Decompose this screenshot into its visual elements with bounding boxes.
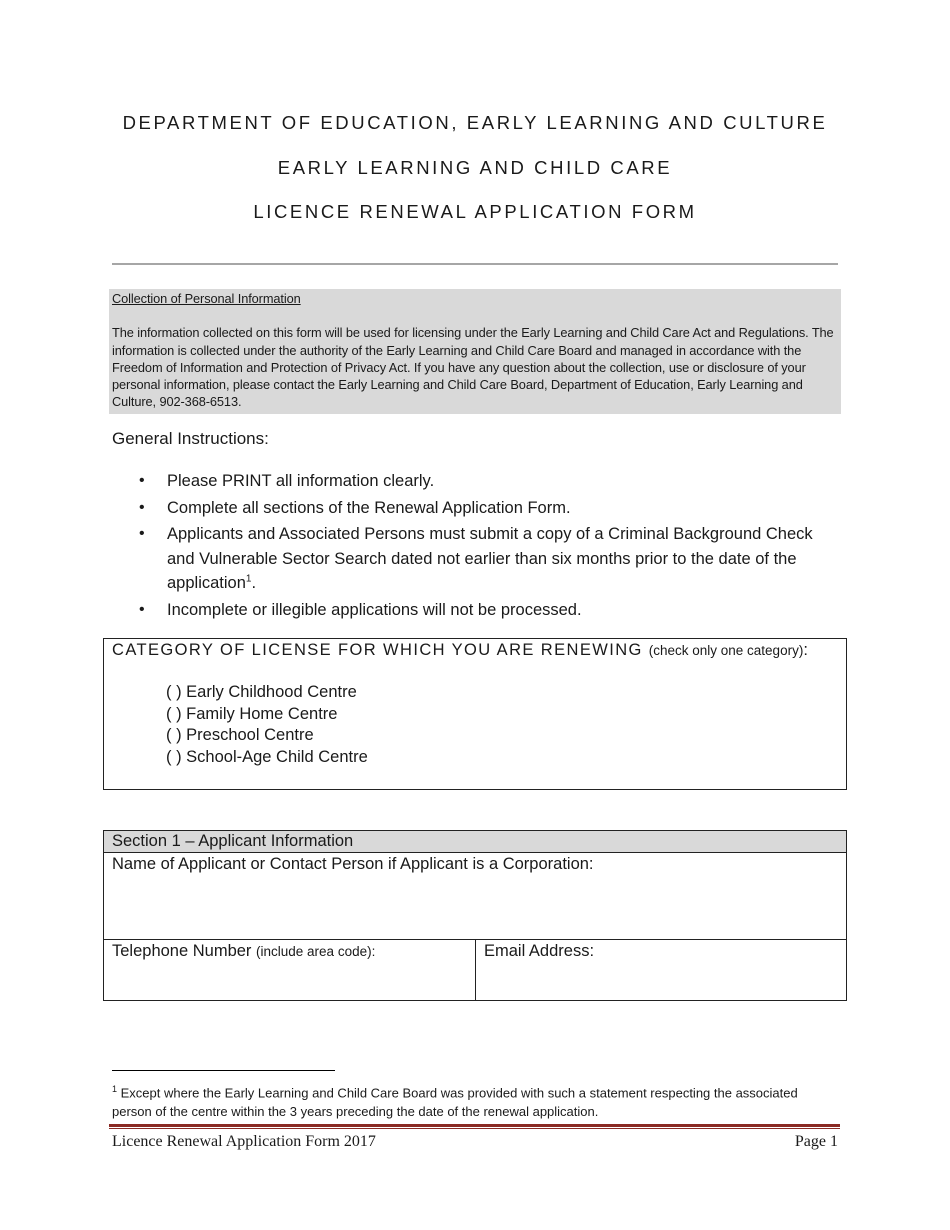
category-option-early-childhood-centre[interactable]: ( ) Early Childhood Centre	[166, 683, 357, 701]
footnote-divider	[112, 1070, 335, 1071]
list-item: • Complete all sections of the Renewal Application Form.	[112, 496, 842, 521]
department-title: DEPARTMENT OF EDUCATION, EARLY LEARNING AND CULTURE	[122, 112, 828, 133]
category-option-school-age-child-centre[interactable]: ( ) School-Age Child Centre	[166, 747, 368, 766]
footer-form-name: Licence Renewal Application Form 2017	[112, 1133, 376, 1150]
license-category-note: (check only one category)	[648, 643, 804, 658]
privacy-notice	[109, 289, 841, 414]
license-category-title: CATEGORY OF LICENSE FOR WHICH YOU ARE RENEWING (check only one category):	[112, 641, 810, 659]
list-item: • Please PRINT all information clearly.	[112, 469, 842, 494]
telephone-field[interactable]	[104, 940, 476, 1000]
email-label: Email Address:	[484, 942, 595, 960]
header-divider	[112, 263, 838, 265]
footer-divider	[109, 1124, 840, 1127]
privacy-notice-body: The information collected on this form will be used for licensing under the Early Learning and Child Care Act and Regulations. The information is collected under the authority of the Early Learning and Child Care Board and managed in accordance with the Freedom of Information and Protection of Privacy Act. If you have any question about the collection, use or disclosure of your personal information, please contact the Early Learning and Child Care Board, Department of Education, Early Learning and Culture, 902-368-6513.	[112, 325, 834, 410]
form-title: LICENCE RENEWAL APPLICATION FORM	[253, 201, 697, 222]
privacy-notice-title: Collection of Personal Information	[112, 291, 301, 306]
program-title: EARLY LEARNING AND CHILD CARE	[277, 157, 673, 178]
footnote	[112, 1080, 832, 1121]
license-category-options	[166, 682, 368, 768]
applicant-name-label: Name of Applicant or Contact Person if Applicant is a Corporation:	[112, 855, 594, 873]
footer-divider-thin	[109, 1128, 840, 1129]
instructions-list	[112, 469, 842, 624]
footnote-reference[interactable]: 1	[245, 573, 252, 585]
section-1-header: Section 1 – Applicant Information	[104, 831, 846, 853]
general-instructions-title: General Instructions:	[112, 429, 269, 448]
telephone-label: Telephone Number	[112, 942, 252, 960]
list-item: • Applicants and Associated Persons must submit a copy of a Criminal Background Check and Vulnerable Sector Search dated not earlier than six months prior to the date of the application$^1$.	[112, 522, 842, 596]
footnote-text: Except where the Early Learning and Child Care Board was provided with such a statement respecting the associated person of the centre within the 3 years preceding the date of the renewal application.	[112, 1085, 798, 1120]
applicant-information-table	[103, 830, 847, 1001]
list-item: • Incomplete or illegible applications will not be processed.	[112, 598, 842, 623]
footnote-marker: 1	[112, 1084, 118, 1094]
page-number: Page 1	[794, 1133, 838, 1150]
email-field[interactable]	[476, 940, 846, 1000]
applicant-name-field[interactable]	[104, 853, 846, 940]
category-option-family-home-centre[interactable]: ( ) Family Home Centre	[166, 704, 338, 723]
telephone-note: (include area code):	[256, 944, 376, 959]
category-option-preschool-centre[interactable]: ( ) Preschool Centre	[166, 726, 314, 744]
license-category-box	[103, 638, 847, 790]
